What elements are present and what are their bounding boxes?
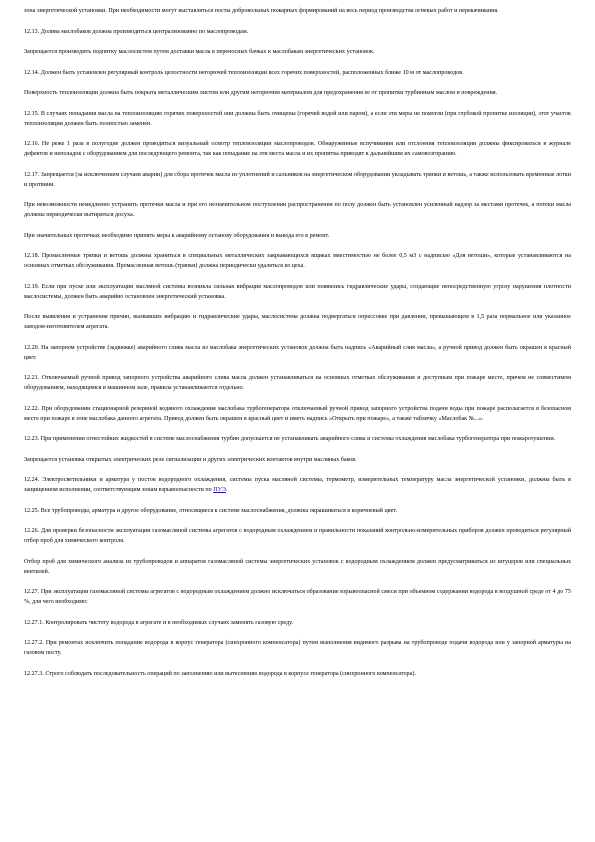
paragraph-12-14-note: Поверхность теплоизоляции должна быть покрыта металлическим листом или другим негорючим материалом для предохранения ее от пропитки турбинным маслом и повреждения.	[24, 90, 498, 96]
paragraph-12-20: 12.20. На запорном устройстве (задвижке) аварийного слива масла из маслобака энергетических установок должна быть надпись «Аварийный слив масла», а ручной привод должен быть окрашен в красный цвет.	[24, 344, 571, 361]
paragraph-12-24	[24, 475, 571, 495]
paragraph-12-21: 12.21. Отключаемый ручной привод запорного устройства аварийного слива масла должен устанавливаться на основных отметках обслуживания и доступным при пожаре месте, причем не совместимом оборудованием, находящимся в машинном зале, правила устанавливаются отдельно.	[24, 375, 571, 391]
paragraph-12-27-2: 12.27.2. При ремонтах исключить попадание водорода в корпус генератора (синхронного компенсатора) путем выполнения видимого разрыва на трубопроводе подачи водорода или у запорной арматуры на газовом посту.	[24, 640, 571, 656]
paragraph-12-25: 12.25. Все трубопроводы, арматура и другое оборудование, относящиеся к системе маслоснабжения, должны окрашиваться в коричневый цвет.	[24, 507, 398, 514]
paragraph-12-19: 12.19. Если при пуске или эксплуатации масляной системы возникла сильная вибрация маслопроводов или появились гидравлические удары, создающие непосредственную угрозу нарушения плотности маслосистемы, должен быть аварийно остановлен энергетический установка.	[24, 283, 571, 300]
paragraph-12-15: 12.15. В случаях попадания масла на теплоизоляцию горячих поверхностей они должны быть очищены (горячей водой или паром), а если эти меры не помогли (при глубокой пропитке изоляции), этот участок теплоизоляции должен быть полностью заменен.	[24, 110, 571, 127]
paragraph-12-13: 12.13. Долива маслобаков должна производиться централизованно по маслопроводам.	[24, 28, 249, 35]
paragraph-12-26-note: Отбор проб для химического анализа из трубопроводов и аппаратов газомасляной системы энергетических установок с водородным охлаждением должен предусматриваться из штуцеров или специальных вентилей.	[24, 558, 571, 575]
paragraph-12-18: 12.18. Промасленные тряпки и ветошь должны храниться в специальных металлических закрывающихся ящиках вместимостью не более 0,5 м3 с надписью «Для ветоши», которые устанавливаются на основных отметках обслуживания. Промасленная ветошь (тряпки) должна периодически удаляться из цеха.	[24, 253, 571, 269]
paragraph-12-22: 12.22. При оборудовании стационарной резервной водяного охлаждения маслобака турбогенератора отключаемый ручной привод запорного устройства подачи воды при пожаре располагается в безопасном месте при пожаре в зоне маслобака данного агрегата. Привод должен быть окрашен в красный цвет и иметь надпись «Открыть при пожаре», а также табличку «Маслобак №...».	[24, 405, 571, 422]
paragraph-12-24-tail: .	[225, 487, 228, 493]
paragraph-12-17: 12.17. Запрещается (за исключением случаев аварии) для сбора протечек масла из уплотнений и сальников на энергетическом оборудовании укладывать тряпки и ветошь, а также использовать временные лотки и протвини.	[24, 171, 571, 188]
paragraph-12-17-note-1: При невозможности немедленно устранить протечки масла и при его незначительном поступлении распространения по полу должен быть установлен усиленный надзор за местами протечек, а потеки масла должны периодически вытираться досуха.	[24, 202, 571, 218]
paragraph-12-27: 12.27. При эксплуатации газомасляной системы агрегатов с водородным охлаждением должно исключаться образование взрывоопасной смеси при объемном содержании водорода в воздушной среде от 4 до 75 %, для чего необходимо:	[24, 589, 571, 605]
pue-link[interactable]: ПУЭ	[213, 487, 226, 493]
paragraph-12-19-note: После выявления и устранения причин, вызвавших вибрацию и гидравлические удары, маслосистема должна подвергаться опрессовке при давлении, превышающем в 1,5 раза нормальное или указанное заводом-изготовителем агрегата.	[24, 314, 571, 330]
paragraph-12-26: 12.26. Для проверки безопасности эксплуатации газомасляной системы агрегатов с водородным охлаждением и правильности показаний контрольно-измерительных приборов должен проводиться регулярный отбор проб для химического контроля.	[24, 528, 571, 544]
paragraph-12-13-note: Запрещается производить подпитку маслосистем путем доставки масла в переносных бачках к маслобакам энергетических установок.	[24, 49, 375, 55]
paragraph-continuation: зона энергетической установки. При необходимости могут выставляться посты добровольных пожарных формирований на весь период производства огневых работ и перекачивания.	[24, 8, 499, 14]
paragraph-12-24-text: 12.24. Электросветильники и арматура у постов водородного охлаждения, системы пуска масляной системы, термометр, измерительных температуру масла энергетической установки, должны быть в защищенном исполнении, соответствующим зонам взрывоопасности по	[24, 477, 571, 493]
paragraph-12-16: 12.16. Не реже 1 раза в полугодие должен проводиться визуальный осмотр теплоизоляции маслопроводов. Обнаруженные вспучивания или отслоения теплоизоляции должны фиксироваться в журнале дефектов и неполадок с оборудованием для последующего ремонта, так как попадание на эти места масла и их пропитка приводят к дальнейшим их самовозгоранию.	[24, 141, 571, 157]
paragraph-12-14: 12.14. Должен быть установлен регулярный контроль целостности негорючей теплоизоляции всех горячих поверхностей, расположенных ближе 10 м от маслопроводов.	[24, 69, 464, 76]
paragraph-12-27-1: 12.27.1. Контролировать чистоту водорода в агрегате и в необходимых случаях заменять газовую среду.	[24, 619, 294, 626]
paragraph-12-23-note: Запрещается установка открытых электрических реле сигнализации и других электрических контактов внутри масляных баков.	[24, 456, 357, 463]
paragraph-12-17-note-2: При значительных протечках необходимо принять меры к аварийному останову оборудования и вывода его в ремонт.	[24, 232, 330, 239]
paragraph-12-27-3: 12.27.3. Строго соблюдать последовательность операций по заполнению или вытеснению водорода в корпусе генератора (синхронного компенсатора).	[24, 670, 416, 677]
paragraph-12-23: 12.23. При применении огнестойких жидкостей в системе маслоснабжения турбин допускается не устанавливать аварийного слива и системы охлаждения маслобака турбогенератора при пожаротушении.	[24, 436, 556, 442]
